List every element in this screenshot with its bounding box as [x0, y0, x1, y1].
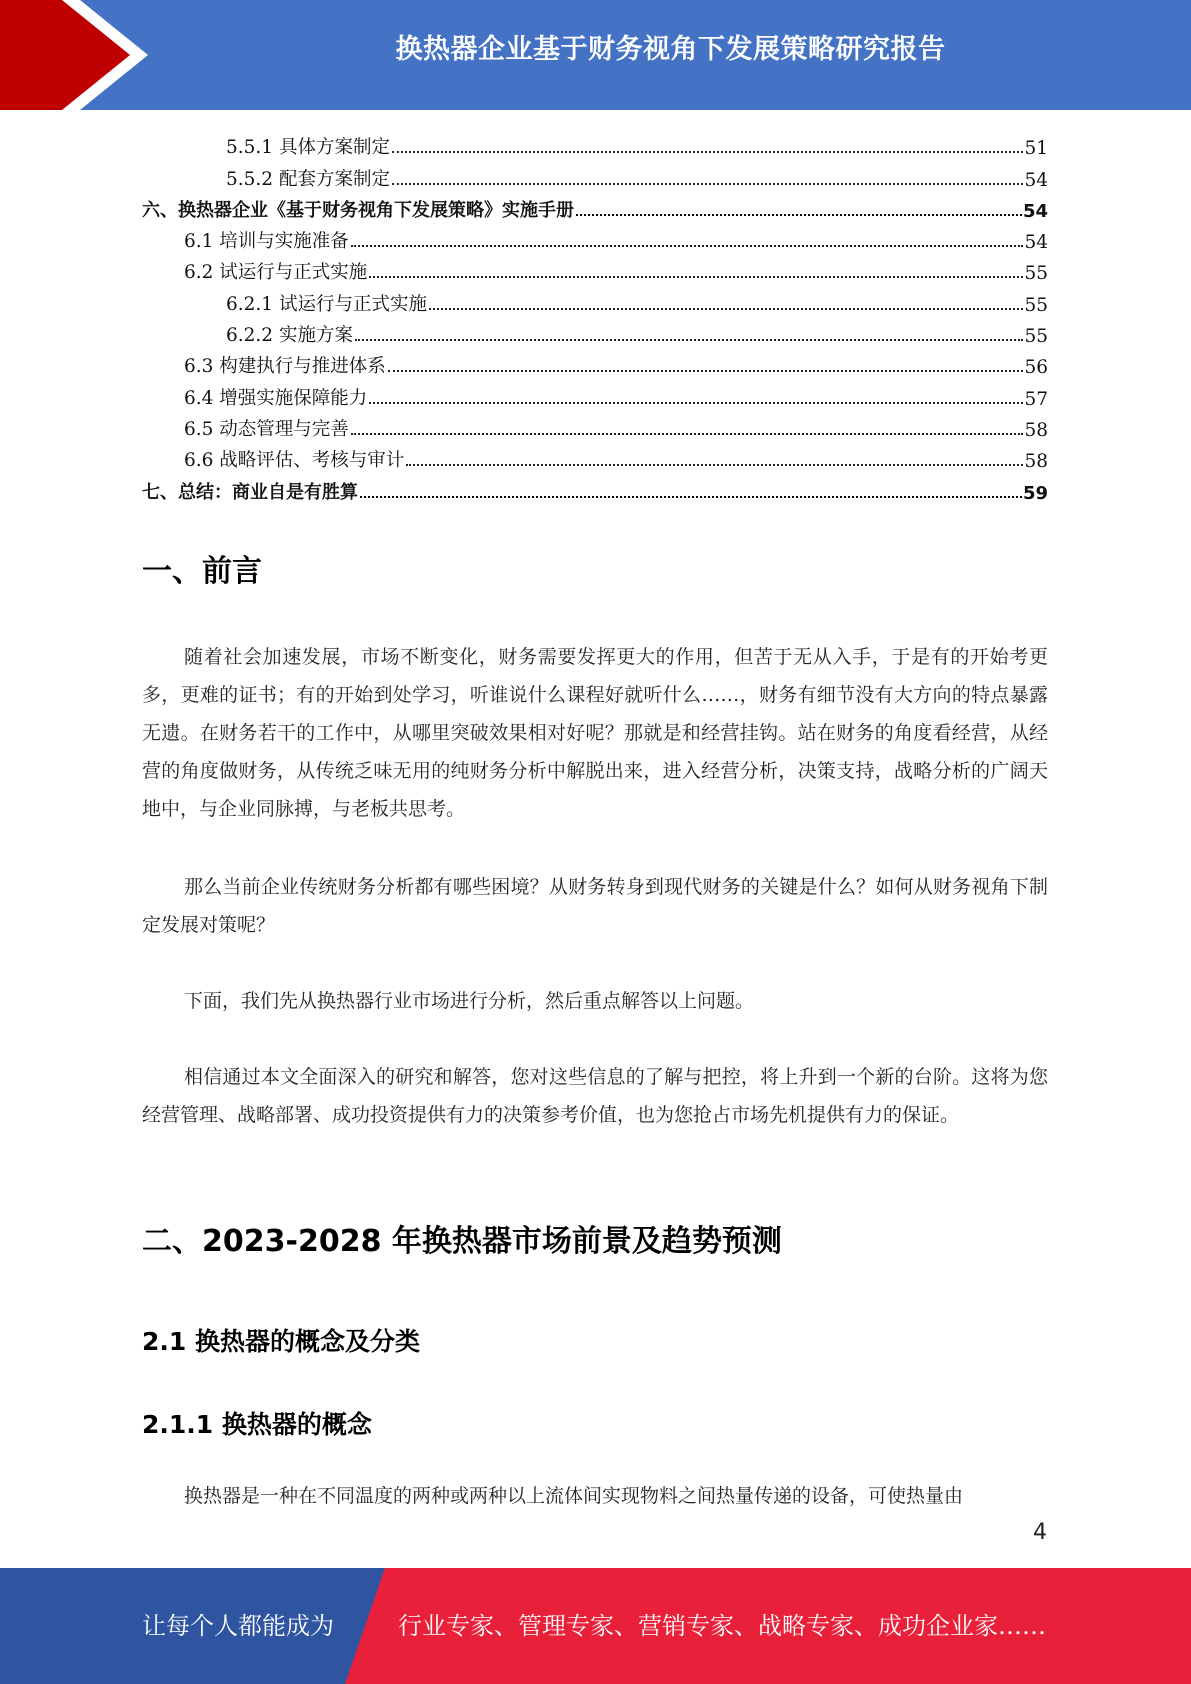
toc-entry[interactable]	[142, 410, 1048, 441]
toc-entry-page: 55	[1024, 326, 1048, 348]
toc-entry[interactable]	[142, 472, 1048, 503]
toc-entry-page: 54	[1022, 200, 1048, 222]
page-footer	[0, 1568, 1191, 1684]
toc-entry[interactable]	[142, 159, 1048, 190]
toc-leader-dots	[388, 370, 1024, 372]
toc-entry-label: 6.2.1 试运行与正式实施	[226, 293, 427, 315]
toc-leader-dots	[351, 433, 1024, 435]
toc-entry-label: 6.4 增强实施保障能力	[184, 387, 368, 409]
section-heading-preface: 一、前言	[142, 554, 262, 589]
toc-entry[interactable]	[142, 222, 1048, 253]
toc-entry-page: 54	[1024, 169, 1048, 191]
toc-entry-page: 55	[1024, 263, 1048, 285]
subsubsection-heading: 2.1.1 换热器的概念	[142, 1410, 372, 1439]
toc-leader-dots	[360, 496, 1022, 498]
toc-leader-dots	[355, 339, 1024, 341]
page-header	[0, 0, 1191, 110]
toc-entry-label: 5.5.2 配套方案制定	[226, 168, 390, 190]
toc-entry-page: 58	[1024, 419, 1048, 441]
table-of-contents	[142, 128, 1048, 504]
toc-entry[interactable]	[142, 253, 1048, 284]
toc-entry-label: 6.6 战略评估、考核与审计	[184, 450, 405, 472]
toc-leader-dots	[392, 151, 1023, 153]
toc-leader-dots	[369, 276, 1023, 278]
paragraph: 相信通过本文全面深入的研究和解答，您对这些信息的了解与把控，将上升到一个新的台阶。这将为您经营管理、战略部署、成功投资提供有力的决策参考价值，也为您抢占市场先机提供有力的保证。	[142, 1066, 1048, 1126]
toc-entry-page: 59	[1022, 482, 1048, 504]
toc-entry-page: 51	[1024, 138, 1048, 160]
toc-entry-label: 6.1 培训与实施准备	[184, 231, 349, 253]
subsection-heading: 2.1 换热器的概念及分类	[142, 1327, 420, 1356]
toc-entry-label: 六、换热器企业《基于财务视角下发展策略》实施手册	[142, 199, 574, 221]
footer-slogan-right: 行业专家、管理专家、营销专家、战略专家、成功企业家……	[398, 1612, 1046, 1640]
toc-leader-dots	[351, 245, 1024, 247]
section-heading-market: 二、2023-2028 年换热器市场前景及趋势预测	[142, 1224, 782, 1259]
paragraph: 那么当前企业传统财务分析都有哪些困境？从财务转身到现代财务的关键是什么？如何从财务视角下制定发展对策呢？	[142, 876, 1048, 936]
toc-entry-label: 6.2.2 实施方案	[226, 325, 353, 347]
toc-entry[interactable]	[142, 316, 1048, 347]
toc-entry-label: 6.3 构建执行与推进体系	[184, 356, 386, 378]
toc-entry-page: 58	[1024, 451, 1048, 473]
toc-entry-page: 56	[1024, 357, 1048, 379]
header-chevron-decoration	[0, 0, 160, 110]
toc-entry[interactable]	[142, 191, 1048, 222]
toc-leader-dots	[392, 183, 1023, 185]
toc-entry-page: 57	[1024, 388, 1048, 410]
toc-leader-dots	[369, 402, 1023, 404]
page-number: 4	[1033, 1520, 1047, 1545]
paragraph: 随着社会加速发展，市场不断变化，财务需要发挥更大的作用，但苦于无从入手，于是有的开始考更多，更难的证书；有的开始到处学习，听谁说什么课程好就听什么……，财务有细节没有大方向的特点暴露无遗。在财务若干的工作中，从哪里突破效果相对好呢？那就是和经营挂钩。站在财务的角度看经营，从经营的角度做财务，从传统乏味无用的纯财务分析中解脱出来，进入经营分析，决策支持，战略分析的广阔天地中，与企业同脉搏，与老板共思考。	[142, 646, 1048, 820]
toc-entry[interactable]	[142, 378, 1048, 409]
toc-entry[interactable]	[142, 284, 1048, 315]
header-title: 换热器企业基于财务视角下发展策略研究报告	[395, 34, 946, 65]
toc-entry[interactable]	[142, 347, 1048, 378]
paragraph: 换热器是一种在不同温度的两种或两种以上流体间实现物料之间热量传递的设备，可使热量由	[184, 1485, 964, 1507]
toc-entry[interactable]	[142, 128, 1048, 159]
toc-entry-label: 七、总结：商业自是有胜算	[142, 481, 358, 503]
toc-entry-label: 6.2 试运行与正式实施	[184, 262, 368, 284]
toc-entry-label: 5.5.1 具体方案制定	[226, 137, 390, 159]
toc-leader-dots	[576, 214, 1022, 216]
toc-leader-dots	[429, 308, 1023, 310]
toc-entry-label: 6.5 动态管理与完善	[184, 418, 349, 440]
toc-entry-page: 55	[1024, 294, 1048, 316]
toc-entry[interactable]	[142, 441, 1048, 472]
footer-slogan-left: 让每个人都能成为	[142, 1612, 334, 1640]
toc-leader-dots	[406, 464, 1023, 466]
paragraph: 下面，我们先从换热器行业市场进行分析，然后重点解答以上问题。	[184, 990, 755, 1012]
toc-entry-page: 54	[1024, 232, 1048, 254]
